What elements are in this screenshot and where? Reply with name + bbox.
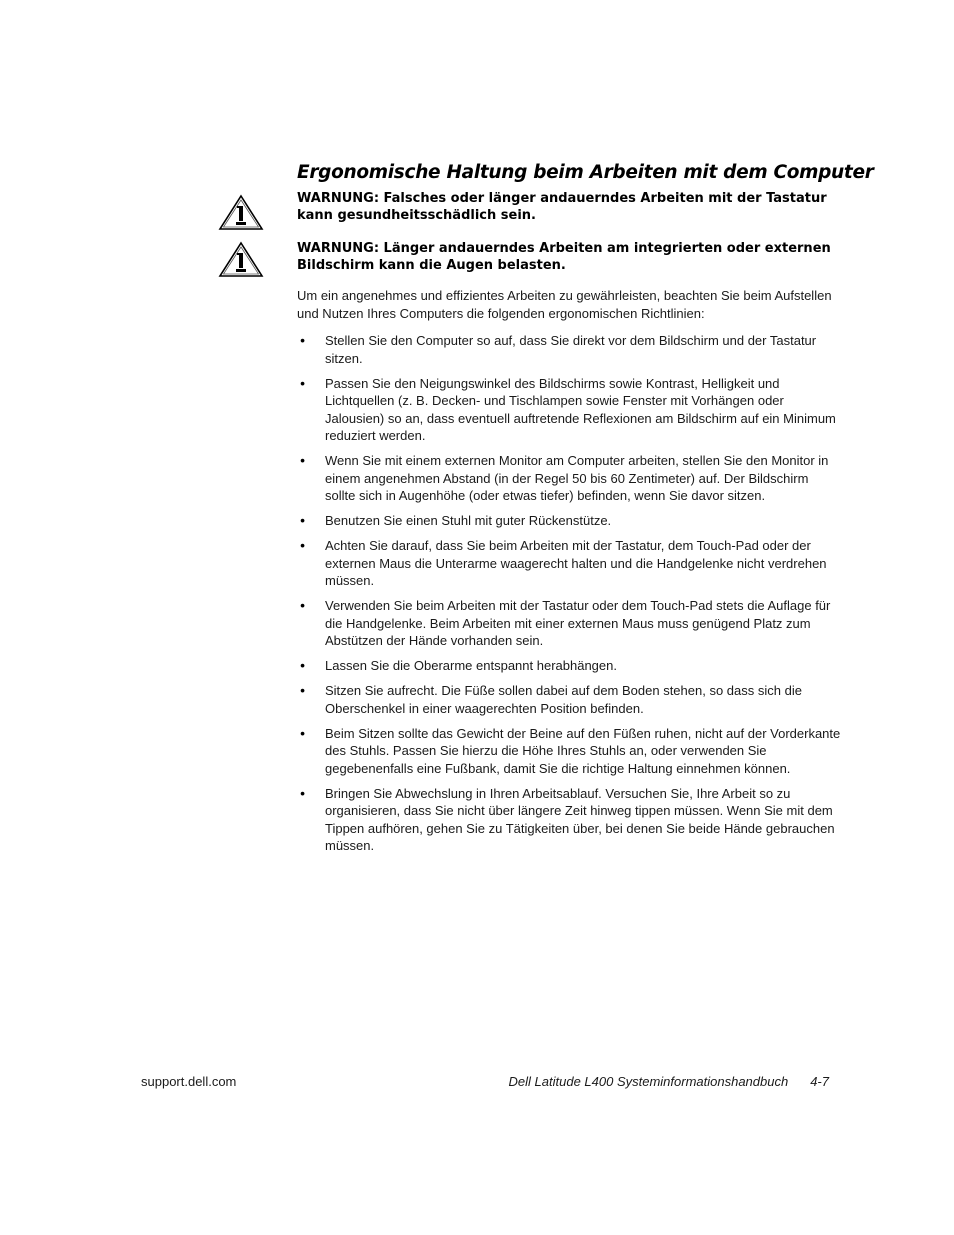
warning-triangle-icon: [218, 240, 264, 280]
list-item: • Achten Sie darauf, dass Sie beim Arbeiten mit der Tastatur, dem Touch-Pad oder der externen Maus die Unterarme waagerecht halten und die Handgelenke nicht verdrehen müssen.: [300, 537, 827, 588]
bullet-icon: •: [300, 597, 305, 613]
intro-paragraph: Um ein angenehmes und effizientes Arbeiten zu gewährleisten, beachten Sie beim Aufstellen und Nutzen Ihres Computers die folgenden ergonomischen Richtlinien:: [297, 288, 832, 321]
list-item: • Beim Sitzen sollte das Gewicht der Beine auf den Füßen ruhen, nicht auf der Vorderkante des Stuhls. Passen Sie hierzu die Höhe Ihres Stuhls an, oder verwenden Sie gegebenenfalls eine Fußbank, damit Sie die richtige Haltung einnehmen können.: [300, 724, 841, 776]
list-item: • Lassen Sie die Oberarme entspannt herabhängen.: [300, 657, 617, 673]
bullet-icon: •: [300, 784, 305, 801]
list-item: • Verwenden Sie beim Arbeiten mit der Tastatur oder dem Touch-Pad stets die Auflage für die Handgelenke. Beim Arbeiten mit einer externen Maus muss genügend Platz zum Abstützen der Hände vorhanden sein.: [300, 597, 831, 648]
bullet-icon: •: [300, 682, 305, 698]
guideline-list: [297, 332, 842, 862]
warning-text-2: WARNUNG: Länger andauerndes Arbeiten am integrierten oder externen Bildschirm kann die Augen belasten.: [297, 241, 831, 273]
section-heading: Ergonomische Haltung beim Arbeiten mit dem Computer: [297, 162, 874, 183]
bullet-icon: •: [300, 512, 305, 528]
warning-triangle-icon: [218, 193, 264, 233]
bullet-icon: •: [300, 657, 305, 673]
list-item: • Bringen Sie Abwechslung in Ihren Arbeitsablauf. Versuchen Sie, Ihre Arbeit so zu organisieren, dass Sie nicht über längere Zeit hinweg tippen müssen. Wenn Sie mit dem Tippen aufhören, gehen Sie zu Tätigkeiten über, bei denen Sie beide Hände gebrauchen müssen.: [300, 784, 835, 853]
page-number: 4-7: [810, 1074, 829, 1089]
list-item: • Stellen Sie den Computer so auf, dass Sie direkt vor dem Bildschirm und der Tastatur sitzen.: [300, 332, 817, 366]
warning-text-1: WARNUNG: Falsches oder länger andauerndes Arbeiten mit der Tastatur kann gesundheitsschädlich sein.: [297, 191, 827, 223]
bullet-icon: •: [300, 332, 305, 348]
bullet-icon: •: [300, 724, 305, 741]
list-item: • Passen Sie den Neigungswinkel des Bildschirms sowie Kontrast, Helligkeit und Lichtquellen (z. B. Decken- und Tischlampen sowie Fenster mit Vorhängen oder Jalousien) so an, dass eventuell auftretende Reflexionen am Bildschirm auf ein Minimum reduziert werden.: [300, 374, 836, 443]
bullet-icon: •: [300, 537, 305, 553]
footer-book-title: [509, 1074, 829, 1089]
footer-website: support.dell.com: [141, 1074, 237, 1089]
list-item: • Benutzen Sie einen Stuhl mit guter Rückenstütze.: [300, 512, 612, 528]
list-item: • Sitzen Sie aufrecht. Die Füße sollen dabei auf dem Boden stehen, so dass sich die Oberschenkel in einer waagerechten Position befinden.: [300, 682, 802, 716]
bullet-icon: •: [300, 452, 305, 468]
list-item: • Wenn Sie mit einem externen Monitor am Computer arbeiten, stellen Sie den Monitor in einem angenehmen Abstand (in der Regel 50 bis 60 Zentimeter) auf. Der Bildschirm sollte sich in Augenhöhe (oder etwas tiefer) befinden, wenn Sie davor sitzen.: [300, 452, 829, 503]
footer-title: Dell Latitude L400 Systeminformationshandbuch: [508, 1074, 789, 1089]
bullet-icon: •: [300, 374, 305, 391]
